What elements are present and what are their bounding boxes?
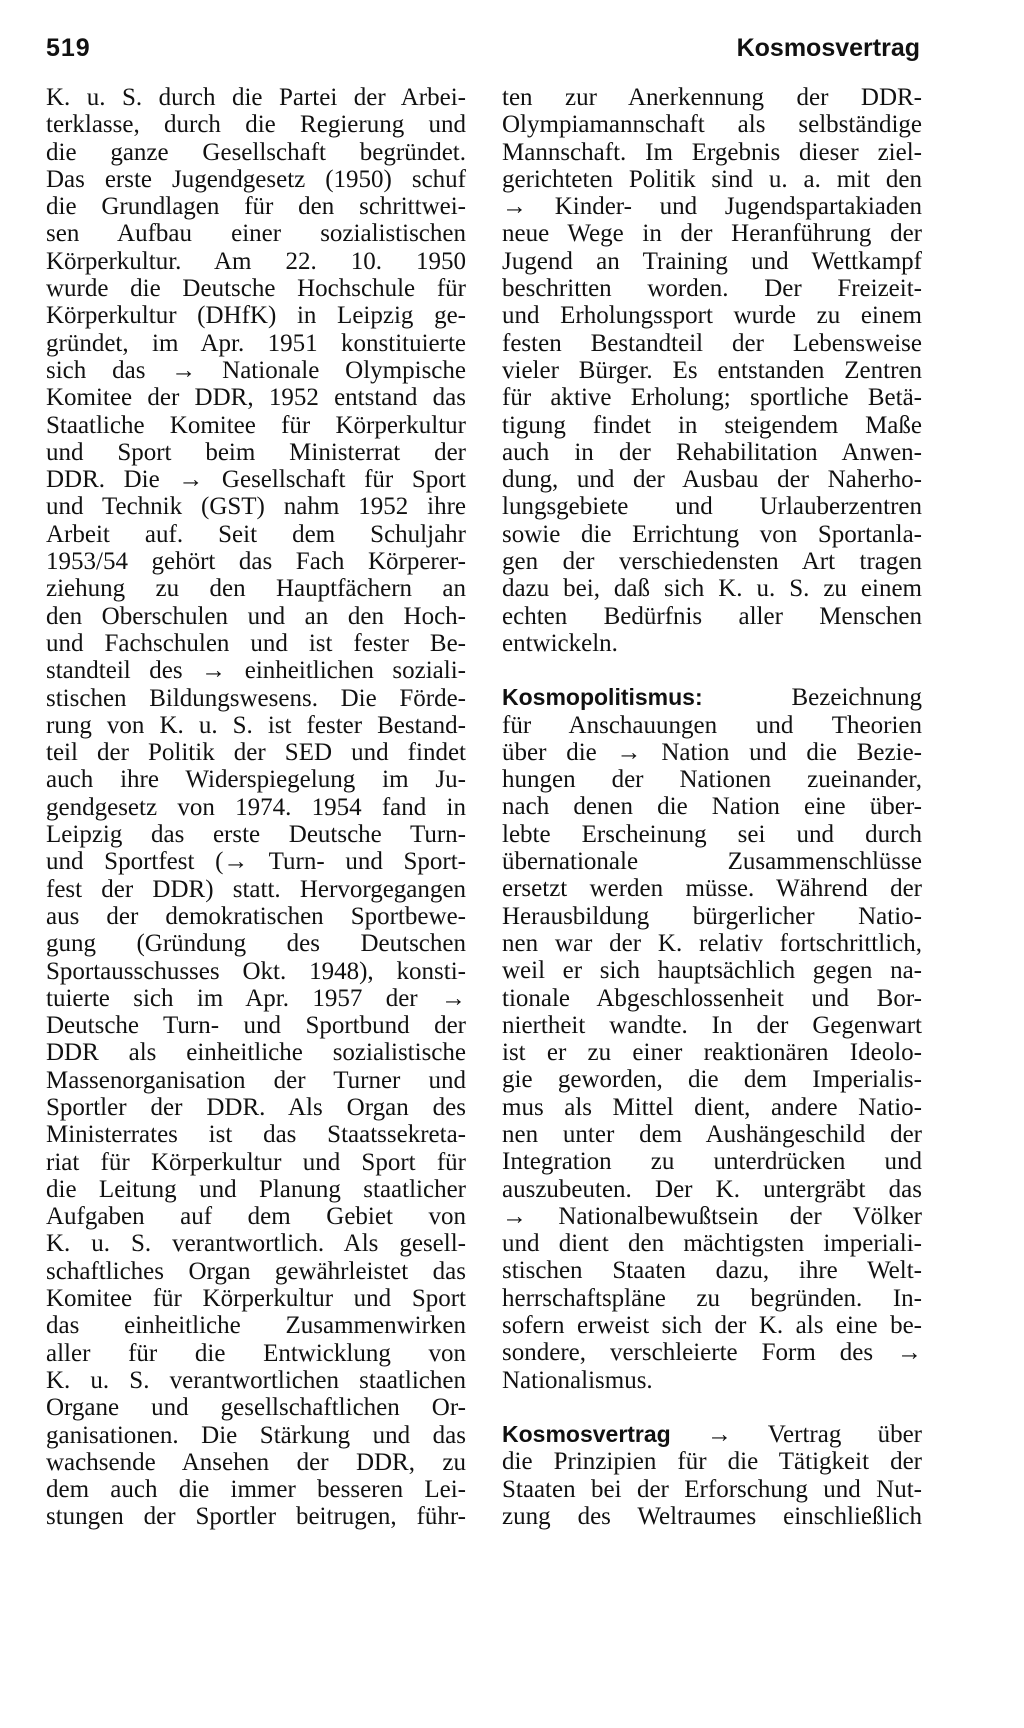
text-line: und Erholungssport wurde zu einem (502, 302, 922, 330)
text-line: tigung findet in steigendem Maße (502, 411, 922, 439)
text-line: K. u. S. verantwortlich. Als gesell- (46, 1230, 466, 1258)
text-line: Aufgaben auf dem Gebiet von (46, 1203, 466, 1231)
text-line: DDR als einheitliche sozialistische (46, 1039, 466, 1067)
text-line: tionale Abgeschlossenheit und Bor- (502, 984, 922, 1012)
text-line: sowie die Errichtung von Sportanla- (502, 520, 922, 548)
text-line: gerichteten Politik sind u. a. mit den (502, 165, 922, 193)
text-line: Herausbildung bürgerlicher Natio- (502, 902, 922, 930)
text-line: die Grundlagen für den schrittwei- (46, 193, 466, 221)
text-line: Komitee für Körperkultur und Sport (46, 1285, 466, 1313)
text-line: mus als Mittel dient, andere Natio- (502, 1093, 922, 1121)
text-line: Staaten bei der Erforschung und Nut- (502, 1475, 922, 1503)
text-line: entwickeln. (502, 629, 618, 657)
right-column (502, 84, 922, 1530)
text-line: schaftliches Organ gewährleistet das (46, 1257, 466, 1285)
text-line: auch ihre Widerspiegelung im Ju- (46, 766, 466, 794)
text-line-with-xref: sich das → Nationale Olympische (46, 356, 466, 384)
text-line: dem auch die immer besseren Lei- (46, 1476, 466, 1504)
text-line: riat für Körperkultur und Sport für (46, 1148, 466, 1176)
text-line: Nationalismus. (502, 1366, 653, 1394)
text-line: und Technik (GST) nahm 1952 ihre (46, 493, 466, 521)
text-line: stischen Bildungswesens. Die Förde- (46, 684, 466, 712)
left-column (46, 84, 466, 1531)
text-line: Körperkultur (DHfK) in Leipzig ge- (46, 302, 466, 330)
text-line: weil er sich hauptsächlich gegen na- (502, 957, 922, 985)
entry-kosmopolitismus-first-line (502, 684, 922, 711)
text-line: gendgesetz von 1974. 1954 fand in (46, 793, 466, 821)
text-line: das einheitliche Zusammenwirken (46, 1312, 466, 1340)
text-line: nen unter dem Aushängeschild der (502, 1120, 922, 1148)
text-line: und dient den mächtigsten imperiali- (502, 1230, 922, 1258)
text-line: 1953/54 gehört das Fach Körperer- (46, 548, 466, 576)
text-line: herrschaftspläne zu begründen. In- (502, 1284, 922, 1312)
text-line-with-xref: und Sportfest (→ Turn- und Sport- (46, 848, 466, 876)
entry-term-kosmopolitismus: Kosmopolitismus: (502, 684, 703, 711)
text-line: Komitee der DDR, 1952 entstand das (46, 384, 466, 412)
text-line: neue Wege in der Heranführung der (502, 220, 922, 248)
text-line: wachsende Ansehen der DDR, zu (46, 1448, 466, 1476)
text-line: sen Aufbau einer sozialistischen (46, 220, 466, 248)
text-line: Sportler der DDR. Als Organ des (46, 1093, 466, 1121)
text-line: Organe und gesellschaftlichen Or- (46, 1394, 466, 1422)
text-line: Leipzig das erste Deutsche Turn- (46, 821, 466, 849)
text-line: vieler Bürger. Es entstanden Zentren (502, 356, 922, 384)
text-line: echten Bedürfnis aller Menschen (502, 602, 922, 630)
text-line: hungen der Nationen zueinander, (502, 766, 922, 794)
text-line: übernationale Zusammenschlüsse (502, 848, 922, 876)
text-line: nach denen die Nation eine über- (502, 793, 922, 821)
text-line: ziehung zu den Hauptfächern an (46, 575, 466, 603)
text-line: fest der DDR) statt. Hervorgegangen (46, 875, 466, 903)
text-line: K. u. S. durch die Partei der Arbei- (46, 84, 466, 111)
text-line: Olympiamannschaft als selbständige (502, 111, 922, 139)
entry-text-with-xref: → Vertrag über (706, 1420, 923, 1448)
text-line: ersetzt werden müsse. Während der (502, 875, 922, 903)
text-line: sofern erweist sich der K. als eine be- (502, 1312, 922, 1340)
running-title: Kosmosvertrag (736, 34, 920, 62)
text-line: die ganze Gesellschaft begründet. (46, 138, 466, 166)
text-line: terklasse, durch die Regierung und (46, 111, 466, 139)
text-line: ist er zu einer reaktionären Ideolo- (502, 1039, 922, 1067)
text-line: Das erste Jugendgesetz (1950) schuf (46, 165, 466, 193)
text-line: Deutsche Turn- und Sportbund der (46, 1012, 466, 1040)
text-line: dung, und der Ausbau der Naherho- (502, 466, 922, 494)
text-line: ganisationen. Die Stärkung und das (46, 1421, 466, 1449)
text-line: beschritten worden. Der Freizeit- (502, 275, 922, 303)
text-line: aller für die Entwicklung von (46, 1339, 466, 1367)
text-line: Körperkultur. Am 22. 10. 1950 (46, 247, 466, 275)
text-line: zung des Weltraumes einschließlich (502, 1502, 922, 1530)
text-line: gung (Gründung des Deutschen (46, 930, 466, 958)
text-line: aus der demokratischen Sportbewe- (46, 902, 466, 930)
entry-text: Bezeichnung (791, 684, 922, 712)
entry-kosmosvertrag-first-line (502, 1421, 922, 1448)
text-line: auch in der Rehabilitation Anwen- (502, 438, 922, 466)
text-line: für aktive Erholung; sportliche Betä- (502, 384, 922, 412)
text-line: Ministerrates ist das Staatssekreta- (46, 1121, 466, 1149)
text-line: die Leitung und Planung staatlicher (46, 1175, 466, 1203)
text-line-with-xref: sondere, verschleierte Form des → (502, 1339, 922, 1367)
text-line: K. u. S. verantwortlichen staatlichen (46, 1366, 466, 1394)
text-line: nen war der K. relativ fortschrittlich, (502, 929, 922, 957)
text-line: Arbeit auf. Seit dem Schuljahr (46, 520, 466, 548)
entry-separator (502, 657, 922, 684)
text-line: die Prinzipien für die Tätigkeit der (502, 1448, 922, 1476)
text-line-with-xref: tuierte sich im Apr. 1957 der → (46, 984, 466, 1012)
text-line: rung von K. u. S. ist fester Bestand- (46, 711, 466, 739)
text-line: dazu bei, daß sich K. u. S. zu einem (502, 575, 922, 603)
text-line: wurde die Deutsche Hochschule für (46, 275, 466, 303)
text-line: stischen Staaten dazu, ihre Welt- (502, 1257, 922, 1285)
text-line: Staatliche Komitee für Körperkultur (46, 411, 466, 439)
text-line: Mannschaft. Im Ergebnis dieser ziel- (502, 138, 922, 166)
text-line: niertheit wandte. In der Gegenwart (502, 1011, 922, 1039)
text-line-with-xref: über die → Nation und die Bezie- (502, 738, 922, 766)
text-line: teil der Politik der SED und findet (46, 739, 466, 767)
text-line: festen Bestandteil der Lebensweise (502, 329, 922, 357)
text-line: für Anschauungen und Theorien (502, 711, 922, 739)
text-line: lebte Erscheinung sei und durch (502, 820, 922, 848)
text-line: den Oberschulen und an den Hoch- (46, 602, 466, 630)
entry-separator (502, 1394, 922, 1421)
text-line-with-xref: → Nationalbewußtsein der Völker (502, 1202, 922, 1230)
text-line: auszubeuten. Der K. untergräbt das (502, 1175, 922, 1203)
text-line: Jugend an Training und Wettkampf (502, 247, 922, 275)
text-line-with-xref: → Kinder- und Jugendspartakiaden (502, 193, 922, 221)
text-line: lungsgebiete und Urlauberzentren (502, 493, 922, 521)
text-line: Massenorganisation der Turner und (46, 1066, 466, 1094)
entry-term-kosmosvertrag: Kosmosvertrag (502, 1420, 671, 1447)
text-line: gen der verschiedensten Art tragen (502, 548, 922, 576)
page-number: 519 (46, 34, 91, 62)
text-line: ten zur Anerkennung der DDR- (502, 84, 922, 111)
text-line-with-xref: standteil des → einheitlichen soziali- (46, 657, 466, 685)
text-line: gie geworden, die dem Imperialis- (502, 1066, 922, 1094)
text-line: Integration zu unterdrücken und (502, 1148, 922, 1176)
text-line: stungen der Sportler beitrugen, führ- (46, 1503, 466, 1531)
text-line: Sportausschusses Okt. 1948), konsti- (46, 957, 466, 985)
text-line: und Fachschulen und ist fester Be- (46, 629, 466, 657)
text-line: gründet, im Apr. 1951 konstituierte (46, 329, 466, 357)
text-line-with-xref: DDR. Die → Gesellschaft für Sport (46, 466, 466, 494)
text-line: und Sport beim Ministerrat der (46, 438, 466, 466)
